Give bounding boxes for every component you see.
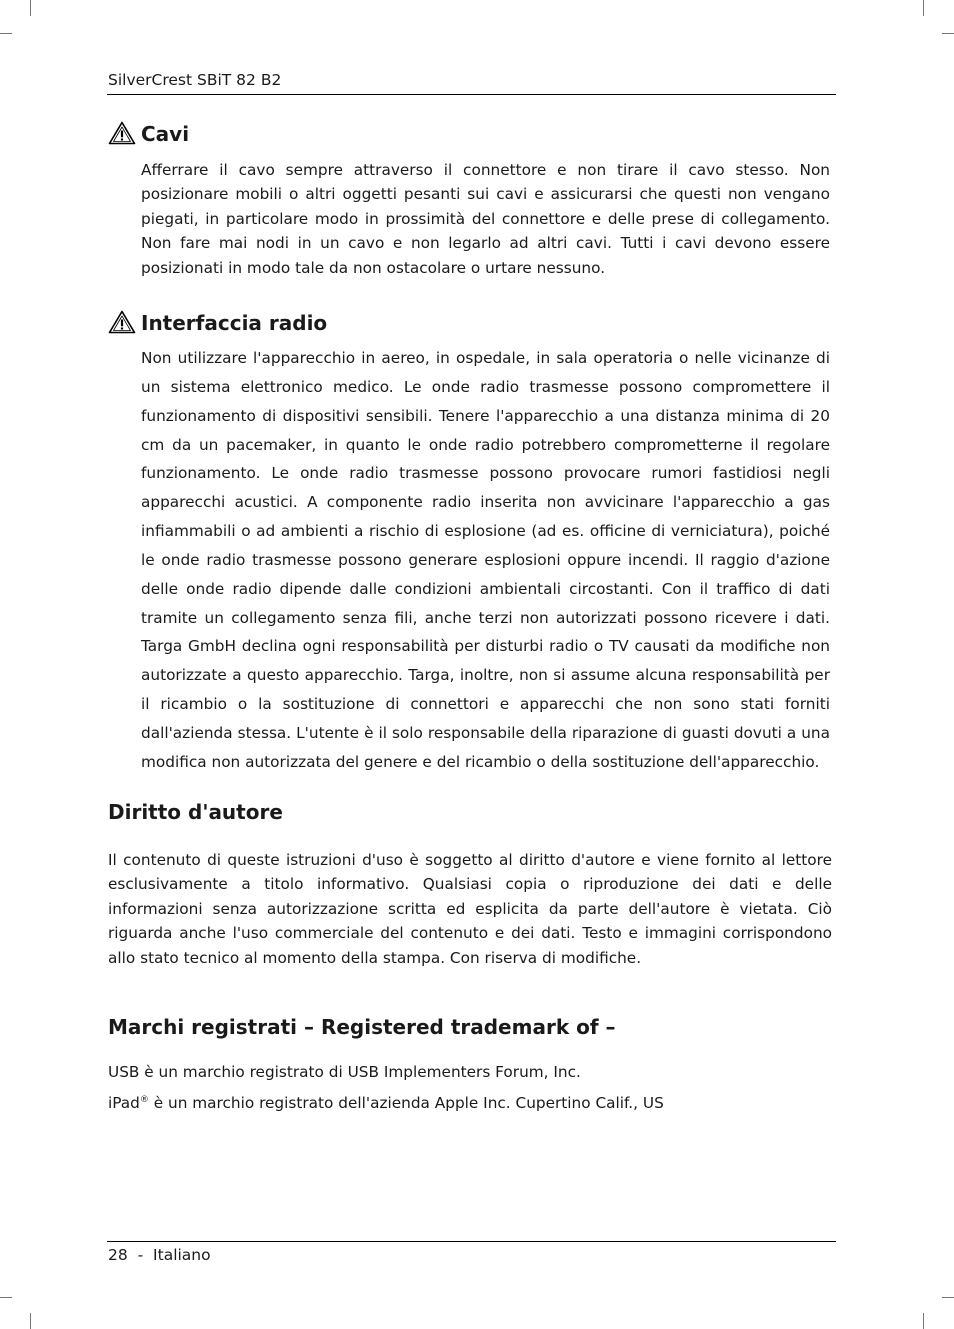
footer-rule [107,1241,836,1242]
running-header: SilverCrest SBiT 82 B2 [108,71,282,89]
warning-triangle-icon [108,310,136,334]
trademark-line-ipad [108,1094,664,1112]
section-body-interfaccia-radio: Non utilizzare l'apparecchio in aereo, in ospedale, in sala operatoria o nelle vicinanze di un sistema elettronico medico. Le onde radio trasmesse possono compromettere il funzionamento di dispositivi sensibili. Tenere l'apparecchio a una distanza minima di 20 cm da un pacemaker, in quanto le onde radio potrebbero comprometterne il regolare funzionamento. Le onde radio trasmesse possono provocare rumori fastidiosi negli apparecchi acustici. A componente radio inserita non avvicinare l'apparecchio a gas infiammabili o ad ambienti a rischio di esplosione (ad es. officine di verniciatura), poiché le onde radio trasmesse possono generare esplosioni oppure incendi. Il raggio d'azione delle onde radio dipende dalle condizioni ambientali circostanti. Con il traffico di dati tramite un collegamento senza fili, anche terzi non autorizzati possono ricevere i dati. Targa GmbH declina ogni responsabilità per disturbi radio o TV causati da modifiche non autorizzate a questo apparecchio. Targa, inoltre, non si assume alcuna responsabilità per il ricambio o la sostituzione di connettori e apparecchi che non sono stati forniti dall'azienda stessa. L'utente è il solo responsabile della riparazione di guasti dovuti a una modifica non autorizzata del genere e del ricambio o della sostituzione dell'apparecchio. [141,349,830,771]
trademark-name: iPad [108,1094,140,1112]
crop-mark [30,1313,31,1329]
section-heading-marchi-registrati: Marchi registrati – Registered trademark of – [108,1015,616,1039]
page-footer [108,1246,211,1264]
section-heading-diritto-autore: Diritto d'autore [108,800,283,824]
footer-separator: - [137,1246,144,1264]
section-body-diritto-autore: Il contenuto di queste istruzioni d'uso è soggetto al diritto d'autore e viene fornito al lettore esclusivamente a titolo informativo. Qualsiasi copia o riproduzione dei dati e delle informazioni senza autorizzazione scritta ed esplicita da parte dell'autore è vietata. Ciò riguarda anche l'uso commerciale del contenuto e dei dati. Testo e immagini corrispondono allo stato tecnico al momento della stampa. Con riserva di modifiche. [108,851,832,967]
registered-mark: ® [139,1094,149,1105]
section-heading-interfaccia-radio: Interfaccia radio [141,311,328,335]
crop-mark [923,0,924,16]
crop-mark [0,33,12,34]
crop-mark [923,1313,924,1329]
section-heading-cavi: Cavi [141,122,190,146]
footer-language: Italiano [153,1246,211,1264]
crop-mark [942,33,954,34]
page-number: 28 [108,1246,128,1264]
trademark-text: USB è un marchio registrato di USB Implementers Forum, Inc. [108,1063,581,1081]
trademark-line-usb [108,1063,581,1081]
warning-triangle-icon [108,121,136,145]
crop-mark [0,1297,12,1298]
crop-mark [942,1297,954,1298]
header-rule [107,94,836,95]
trademark-text: è un marchio registrato dell'azienda Apple Inc. Cupertino Calif., US [148,1094,664,1112]
crop-mark [30,0,31,16]
section-body-cavi: Afferrare il cavo sempre attraverso il connettore e non tirare il cavo stesso. Non posizionare mobili o altri oggetti pesanti sui cavi e assicurarsi che questi non vengano piegati, in particolare modo in prossimità del connettore e delle prese di collegamento. Non fare mai nodi in un cavo e non legarlo ad altri cavi. Tutti i cavi devono essere posizionati in modo tale da non ostacolare o urtare nessuno. [141,161,830,277]
